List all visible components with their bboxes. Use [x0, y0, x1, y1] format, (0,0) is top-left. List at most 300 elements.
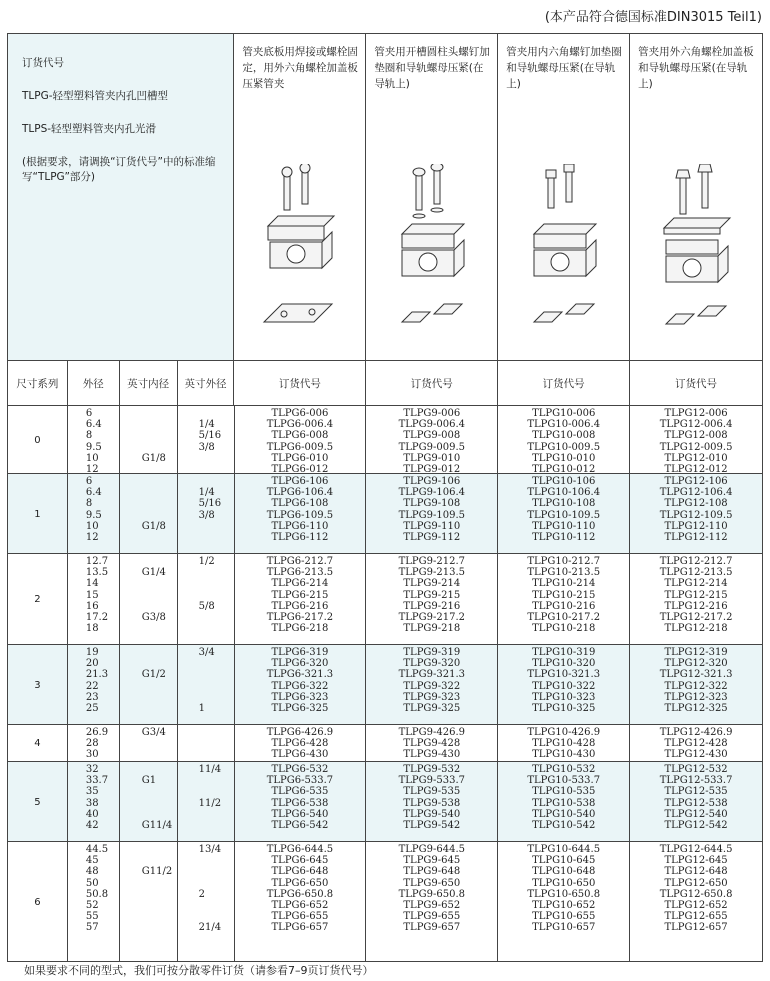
order-code: TLPG9-535 [403, 786, 461, 798]
order-code: TLPG9-645 [403, 855, 461, 867]
series-number: 3 [8, 645, 68, 724]
outer-diameter-value: 10 [85, 452, 99, 464]
product-column-4 [630, 34, 762, 360]
order-code: TLPG10-655 [532, 911, 596, 923]
order-code: TLPG12-008 [664, 430, 728, 442]
order-code: TLPG6-212.7 [266, 556, 334, 567]
inch-inner-value: G11/2 [141, 866, 173, 878]
order-code: TLPG6-215 [271, 589, 329, 601]
order-code: TLPG10-215 [532, 589, 596, 601]
order-code: TLPG9-322 [403, 680, 461, 692]
outer-diameter-cell [68, 762, 120, 841]
inch-outer-value [199, 590, 234, 601]
order-code-cell [235, 842, 367, 961]
inch-outer-value [199, 855, 234, 866]
order-code-cell [630, 554, 762, 644]
order-code-cell [366, 762, 498, 841]
inch-inner-value [142, 556, 177, 567]
order-code-cell [235, 645, 367, 724]
inch-outer-value: 3/8 [198, 509, 215, 521]
clamp-slotted-screw-icon [394, 164, 474, 344]
order-code: TLPG6-542 [271, 819, 329, 831]
order-code: TLPG12-538 [664, 797, 728, 809]
order-code: TLPG10-644.5 [527, 844, 601, 855]
order-code-cell [235, 762, 367, 841]
order-code: TLPG10-012 [532, 463, 596, 475]
order-code: TLPG6-644.5 [266, 844, 334, 855]
inch-inner-value [142, 911, 177, 922]
order-code: TLPG9-012 [403, 463, 461, 475]
inch-inner-cell [120, 645, 178, 724]
series-group [8, 762, 762, 842]
order-code: TLPG9-323 [403, 691, 461, 703]
inch-inner-cell [120, 406, 178, 473]
order-code: TLPG12-322 [664, 680, 728, 692]
order-code: TLPG9-426.9 [398, 727, 466, 738]
order-code: TLPG12-321.3 [659, 669, 733, 681]
order-code: TLPG12-009.5 [659, 441, 733, 453]
order-code-cell [366, 842, 498, 961]
inch-inner-value [142, 703, 177, 714]
outer-diameter-value: 16 [85, 600, 99, 612]
inch-inner-value [142, 786, 177, 797]
order-code: TLPG10-535 [532, 786, 596, 798]
order-code: TLPG9-652 [403, 899, 461, 911]
order-code-cell [366, 554, 498, 644]
order-code-cell [498, 762, 630, 841]
product-desc: 管夹用外六角螺栓加盖板和导轨螺母压紧(在导轨上) [638, 46, 754, 90]
order-code: TLPG12-535 [664, 786, 728, 798]
order-code: TLPG12-213.5 [659, 567, 733, 579]
inch-outer-value: 5/16 [198, 430, 222, 442]
order-code: TLPG10-112 [532, 531, 596, 543]
order-code: TLPG9-533.7 [398, 775, 466, 787]
order-code: TLPG6-650 [271, 877, 329, 889]
clamp-hex-bolt-rail-icon [658, 164, 738, 344]
outer-diameter-cell [68, 725, 120, 761]
inch-outer-cell [178, 474, 235, 553]
inch-outer-value [199, 727, 234, 738]
order-code: TLPG6-106 [271, 476, 329, 487]
inch-outer-value [199, 911, 234, 922]
inch-outer-value [199, 820, 234, 831]
order-code: TLPG12-657 [664, 922, 728, 934]
order-code: TLPG12-012 [664, 463, 728, 475]
inch-outer-value: 5/16 [198, 498, 222, 510]
order-code: TLPG10-657 [532, 922, 596, 934]
inch-inner-value: G3/8 [141, 611, 166, 623]
order-code: TLPG10-650.8 [527, 888, 601, 900]
inch-outer-value [199, 669, 234, 680]
order-code: TLPG10-650 [532, 877, 596, 889]
order-code: TLPG6-006 [271, 408, 329, 419]
inch-inner-value [142, 681, 177, 692]
order-code: TLPG9-006 [403, 408, 461, 419]
order-code: TLPG6-650.8 [266, 888, 334, 900]
order-code: TLPG6-321.3 [266, 669, 334, 681]
outer-diameter-value: 33.7 [85, 775, 109, 787]
product-desc: 管夹用内六角螺钉加垫圈和导轨螺母压紧(在导轨上) [506, 46, 622, 90]
order-code: TLPG10-009.5 [527, 441, 601, 453]
inch-outer-value: 21/4 [198, 922, 222, 934]
order-code: TLPG6-430 [271, 749, 329, 761]
outer-diameter-value: 30 [85, 749, 99, 761]
inch-outer-value: 1/2 [198, 556, 215, 567]
order-code: TLPG6-322 [271, 680, 329, 692]
outer-diameter-value: 20 [85, 658, 99, 670]
series-number: 4 [8, 725, 68, 761]
order-code: TLPG12-426.9 [659, 727, 733, 738]
order-code: TLPG12-109.5 [659, 509, 733, 521]
order-code: TLPG6-426.9 [266, 727, 334, 738]
col-order-code-2: 订货代号 [366, 361, 498, 405]
inch-inner-value [142, 647, 177, 658]
outer-diameter-value: 52 [85, 899, 99, 911]
order-code: TLPG6-217.2 [266, 611, 334, 623]
order-code: TLPG12-106 [664, 476, 728, 487]
series-number: 0 [8, 406, 68, 473]
outer-diameter-value: 48 [85, 866, 99, 878]
column-headers [8, 361, 762, 406]
col-inch-outer: 英寸外径 [178, 361, 235, 405]
order-code: TLPG9-218 [403, 623, 461, 635]
order-code: TLPG10-540 [532, 808, 596, 820]
outer-diameter-cell [68, 406, 120, 473]
order-code: TLPG10-532 [532, 764, 596, 775]
outer-diameter-value: 28 [85, 738, 99, 750]
order-code: TLPG9-213.5 [398, 567, 466, 579]
inch-outer-value: 3/8 [198, 441, 215, 453]
outer-diameter-value: 12 [85, 463, 99, 475]
inch-inner-value: G1/8 [141, 520, 166, 532]
inch-inner-cell [120, 842, 178, 961]
inch-inner-value [142, 419, 177, 430]
order-code: TLPG12-652 [664, 899, 728, 911]
series-group [8, 554, 762, 645]
order-code: TLPG9-657 [403, 922, 461, 934]
inch-inner-value [142, 889, 177, 900]
inch-inner-value [142, 844, 177, 855]
inch-inner-value [142, 749, 177, 760]
inch-outer-value [199, 408, 234, 419]
order-code: TLPG6-010 [271, 452, 329, 464]
order-code: TLPG6-320 [271, 658, 329, 670]
outer-diameter-value: 44.5 [85, 844, 109, 855]
order-code: TLPG10-430 [532, 749, 596, 761]
inch-outer-cell [178, 406, 235, 473]
order-code: TLPG12-645 [664, 855, 728, 867]
inch-inner-value [142, 855, 177, 866]
outer-diameter-value: 9.5 [85, 441, 102, 453]
order-code: TLPG6-657 [271, 922, 329, 934]
inch-inner-value [142, 601, 177, 612]
outer-diameter-value: 57 [85, 922, 99, 934]
inch-outer-value [199, 612, 234, 623]
intro-panel [8, 34, 234, 360]
inch-outer-value: 1 [198, 702, 205, 714]
inch-outer-cell [178, 762, 235, 841]
outer-diameter-value: 25 [85, 702, 99, 714]
inch-outer-value: 1/4 [198, 487, 215, 499]
outer-diameter-value: 8 [85, 430, 93, 442]
inch-outer-value: 3/4 [198, 647, 215, 658]
inch-outer-value [199, 567, 234, 578]
inch-outer-value: 11/4 [198, 764, 222, 775]
outer-diameter-value: 55 [85, 911, 99, 923]
inch-inner-value [142, 408, 177, 419]
series-group [8, 725, 762, 762]
order-code: TLPG9-217.2 [398, 611, 466, 623]
clamp-weld-plate-icon [262, 164, 342, 344]
inch-inner-value: G1/4 [141, 567, 166, 579]
inch-outer-value [199, 749, 234, 760]
intro-tlpg: TLPG-轻型塑料管夹内孔凹槽型 [22, 90, 169, 102]
outer-diameter-value: 13.5 [85, 567, 109, 579]
order-code-cell [630, 762, 762, 841]
order-code: TLPG6-325 [271, 702, 329, 714]
outer-diameter-value: 6.4 [85, 419, 102, 431]
order-code: TLPG9-006.4 [398, 419, 466, 431]
inch-outer-value [199, 809, 234, 820]
inch-inner-value [142, 510, 177, 521]
outer-diameter-value: 22 [85, 680, 99, 692]
order-code: TLPG9-542 [403, 819, 461, 831]
order-code: TLPG6-112 [271, 531, 329, 543]
inch-inner-value [142, 578, 177, 589]
outer-diameter-value: 12.7 [85, 556, 109, 567]
order-code: TLPG10-217.2 [527, 611, 601, 623]
outer-diameter-value: 40 [85, 808, 99, 820]
inch-inner-value: G3/4 [141, 727, 166, 738]
inch-inner-value: G11/4 [141, 819, 173, 831]
order-code: TLPG12-532 [664, 764, 728, 775]
inch-outer-value [199, 681, 234, 692]
inch-outer-value: 1/4 [198, 419, 215, 431]
inch-outer-cell [178, 725, 235, 761]
inch-inner-value [142, 442, 177, 453]
order-code: TLPG9-538 [403, 797, 461, 809]
inch-outer-cell [178, 645, 235, 724]
inch-outer-value [199, 900, 234, 911]
inch-inner-value [142, 590, 177, 601]
order-code: TLPG6-428 [271, 738, 329, 750]
order-code-cell [235, 406, 367, 473]
inch-outer-value: 13/4 [198, 844, 222, 855]
product-desc: 管夹底板用焊接或螺栓固定，用外六角螺栓加盖板压紧管夹 [242, 46, 358, 90]
order-code-cell [630, 842, 762, 961]
order-code: TLPG6-535 [271, 786, 329, 798]
inch-outer-value [199, 453, 234, 464]
inch-outer-cell [178, 842, 235, 961]
inch-inner-value [142, 878, 177, 889]
outer-diameter-cell [68, 842, 120, 961]
order-code-cell [498, 554, 630, 644]
series-number: 5 [8, 762, 68, 841]
outer-diameter-value: 35 [85, 786, 99, 798]
order-code-cell [366, 645, 498, 724]
order-code: TLPG12-215 [664, 589, 728, 601]
outer-diameter-value: 23 [85, 691, 99, 703]
order-code: TLPG10-323 [532, 691, 596, 703]
inch-outer-value [199, 866, 234, 877]
outer-diameter-value: 32 [85, 764, 99, 775]
outer-diameter-cell [68, 474, 120, 553]
outer-diameter-value: 18 [85, 623, 99, 635]
order-code: TLPG9-650.8 [398, 888, 466, 900]
spec-table [7, 33, 763, 962]
order-code: TLPG6-214 [271, 578, 329, 590]
inch-inner-value [142, 487, 177, 498]
inch-inner-value [142, 922, 177, 933]
clamp-socket-screw-icon [526, 164, 606, 344]
order-code: TLPG9-109.5 [398, 509, 466, 521]
order-code: TLPG12-540 [664, 808, 728, 820]
order-code: TLPG6-109.5 [266, 509, 334, 521]
outer-diameter-value: 38 [85, 797, 99, 809]
inch-inner-value: G1/2 [141, 669, 166, 681]
order-code: TLPG12-428 [664, 738, 728, 750]
inch-outer-value [199, 532, 234, 543]
order-code: TLPG9-655 [403, 911, 461, 923]
outer-diameter-value: 19 [85, 647, 99, 658]
inch-outer-value [199, 878, 234, 889]
order-code-cell [498, 645, 630, 724]
order-code: TLPG9-010 [403, 452, 461, 464]
series-group [8, 842, 762, 961]
product-column-3 [498, 34, 630, 360]
order-code: TLPG12-106.4 [659, 487, 733, 499]
order-code: TLPG9-108 [403, 498, 461, 510]
order-code-cell [235, 554, 367, 644]
outer-diameter-value: 6 [85, 476, 93, 487]
inch-inner-value [142, 658, 177, 669]
order-code: TLPG10-010 [532, 452, 596, 464]
inch-inner-cell [120, 725, 178, 761]
inch-inner-value [142, 809, 177, 820]
order-code: TLPG6-323 [271, 691, 329, 703]
inch-outer-value: 2 [198, 888, 205, 900]
table-body [8, 406, 762, 961]
outer-diameter-value: 50 [85, 877, 99, 889]
order-code: TLPG10-212.7 [527, 556, 601, 567]
product-column-2 [366, 34, 498, 360]
order-code: TLPG12-533.7 [659, 775, 733, 787]
order-code: TLPG6-652 [271, 899, 329, 911]
order-code: TLPG6-319 [271, 647, 329, 658]
order-code: TLPG6-655 [271, 911, 329, 923]
order-code-cell [498, 842, 630, 961]
order-code: TLPG10-213.5 [527, 567, 601, 579]
order-code: TLPG9-110 [403, 520, 461, 532]
order-code: TLPG6-008 [271, 430, 329, 442]
series-number: 1 [8, 474, 68, 553]
intro-order-code: 订货代号 [22, 57, 64, 69]
order-code: TLPG9-216 [403, 600, 461, 612]
outer-diameter-value: 10 [85, 520, 99, 532]
order-code: TLPG9-112 [403, 531, 461, 543]
order-code: TLPG9-320 [403, 658, 461, 670]
order-code: TLPG6-213.5 [266, 567, 334, 579]
inch-inner-value [142, 692, 177, 703]
inch-inner-value [142, 900, 177, 911]
col-series: 尺寸系列 [8, 361, 68, 405]
inch-inner-value [142, 798, 177, 809]
order-code: TLPG12-325 [664, 702, 728, 714]
order-code: TLPG10-542 [532, 819, 596, 831]
order-code: TLPG10-006 [532, 408, 596, 419]
inch-outer-value [199, 623, 234, 634]
order-code: TLPG6-538 [271, 797, 329, 809]
inch-outer-value [199, 476, 234, 487]
order-code: TLPG6-532 [271, 764, 329, 775]
inch-inner-value [142, 476, 177, 487]
order-code: TLPG12-216 [664, 600, 728, 612]
series-number: 2 [8, 554, 68, 644]
outer-diameter-value: 45 [85, 855, 99, 867]
order-code-cell [235, 725, 367, 761]
inch-outer-value [199, 692, 234, 703]
order-code-cell [630, 474, 762, 553]
order-code: TLPG9-648 [403, 866, 461, 878]
footer-note: 如果要求不同的型式，我们可按分散零件订货（请参看7–9页订货代号） [24, 964, 374, 977]
order-code: TLPG9-319 [403, 647, 461, 658]
order-code: TLPG12-648 [664, 866, 728, 878]
outer-diameter-value: 21.3 [85, 669, 109, 681]
order-code: TLPG12-010 [664, 452, 728, 464]
outer-diameter-value: 26.9 [85, 727, 109, 738]
inch-inner-value [142, 498, 177, 509]
standard-note: (本产品符合德国标准DIN3015 Teil1) [544, 10, 762, 25]
inch-inner-value [142, 764, 177, 775]
order-code: TLPG6-108 [271, 498, 329, 510]
inch-outer-value [199, 786, 234, 797]
order-code: TLPG6-012 [271, 463, 329, 475]
order-code: TLPG9-214 [403, 578, 461, 590]
order-code: TLPG9-650 [403, 877, 461, 889]
outer-diameter-value: 6.4 [85, 487, 102, 499]
order-code: TLPG12-644.5 [659, 844, 733, 855]
order-code: TLPG6-106.4 [266, 487, 334, 499]
order-code: TLPG10-426.9 [527, 727, 601, 738]
order-code: TLPG12-006 [664, 408, 728, 419]
order-code: TLPG12-650.8 [659, 888, 733, 900]
order-code: TLPG9-215 [403, 589, 461, 601]
order-code-cell [235, 474, 367, 553]
order-code: TLPG9-009.5 [398, 441, 466, 453]
order-code: TLPG10-106.4 [527, 487, 601, 499]
product-column-1 [234, 34, 366, 360]
order-code-cell [366, 474, 498, 553]
inch-inner-value [142, 430, 177, 441]
outer-diameter-value: 12 [85, 531, 99, 543]
order-code-cell [366, 406, 498, 473]
order-code: TLPG10-645 [532, 855, 596, 867]
order-code: TLPG12-214 [664, 578, 728, 590]
outer-diameter-value: 17.2 [85, 611, 109, 623]
order-code: TLPG10-109.5 [527, 509, 601, 521]
order-code: TLPG10-321.3 [527, 669, 601, 681]
order-code: TLPG9-540 [403, 808, 461, 820]
order-code: TLPG6-110 [271, 520, 329, 532]
order-code: TLPG12-218 [664, 623, 728, 635]
order-code: TLPG12-650 [664, 877, 728, 889]
order-code: TLPG12-319 [664, 647, 728, 658]
order-code: TLPG10-108 [532, 498, 596, 510]
order-code: TLPG9-106 [403, 476, 461, 487]
order-code: TLPG12-430 [664, 749, 728, 761]
order-code: TLPG6-216 [271, 600, 329, 612]
order-code: TLPG6-533.7 [266, 775, 334, 787]
